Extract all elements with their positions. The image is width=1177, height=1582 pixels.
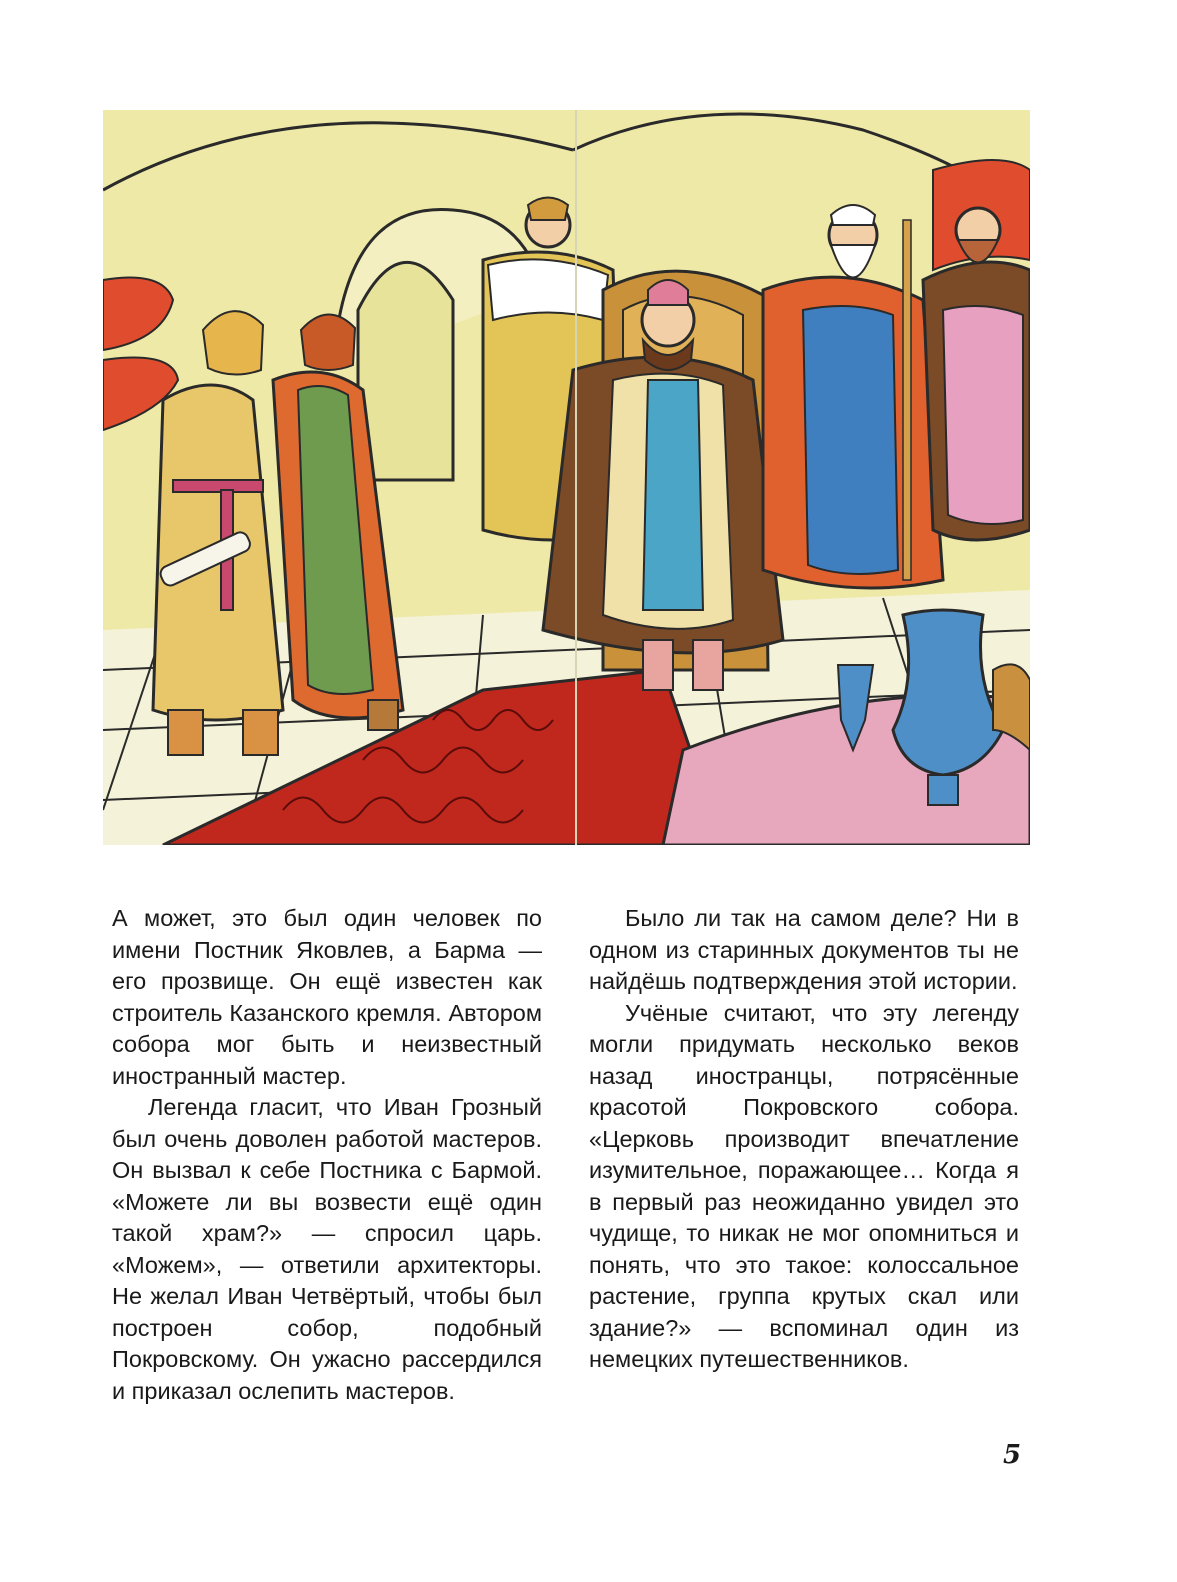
paragraph: Учёные считают, что эту легенду могли придумать несколько веков назад иностранцы, потрясённые красотой Покровского собора. «Церковь производит впечатление изумительное, поражающее… Когда я в первый раз неожиданно увидел это чудище, то никак не мог опомниться и понять, что это такое: колоссальное растение, группа крутых скал или здание?» — вспоминал один из немецких путешественников. [589,999,1019,1372]
illustration-drawing [103,110,1030,845]
paragraph: А может, это был один человек по имени Постник Яковлев, а Барма — его прозвище. Он ещё известен как строитель Казанского кремля. Автором собора мог быть и неизвестный иностранный мастер. [112,905,542,1089]
illustration-tsar-court [103,110,1030,845]
paragraph: Было ли так на самом деле? Ни в одном из старинных документов ты не найдёшь подтверждения этой истории. [589,905,1019,994]
paragraph: Легенда гласит, что Иван Грозный был очень доволен работой мастеров. Он вызвал к себе Постника с Бармой. «Можете ли вы возвести ещё один такой храм?» — спросил царь. «Можем», — ответили архитекторы. Не желал Иван Четвёртый, чтобы был построен собор, подобный Покровскому. Он ужасно рассердился и приказал ослепить мастеров. [112,1094,542,1404]
page-number: 5 [1003,1440,1022,1470]
text-column-left [112,903,542,1407]
text-column-right [589,903,1019,1376]
